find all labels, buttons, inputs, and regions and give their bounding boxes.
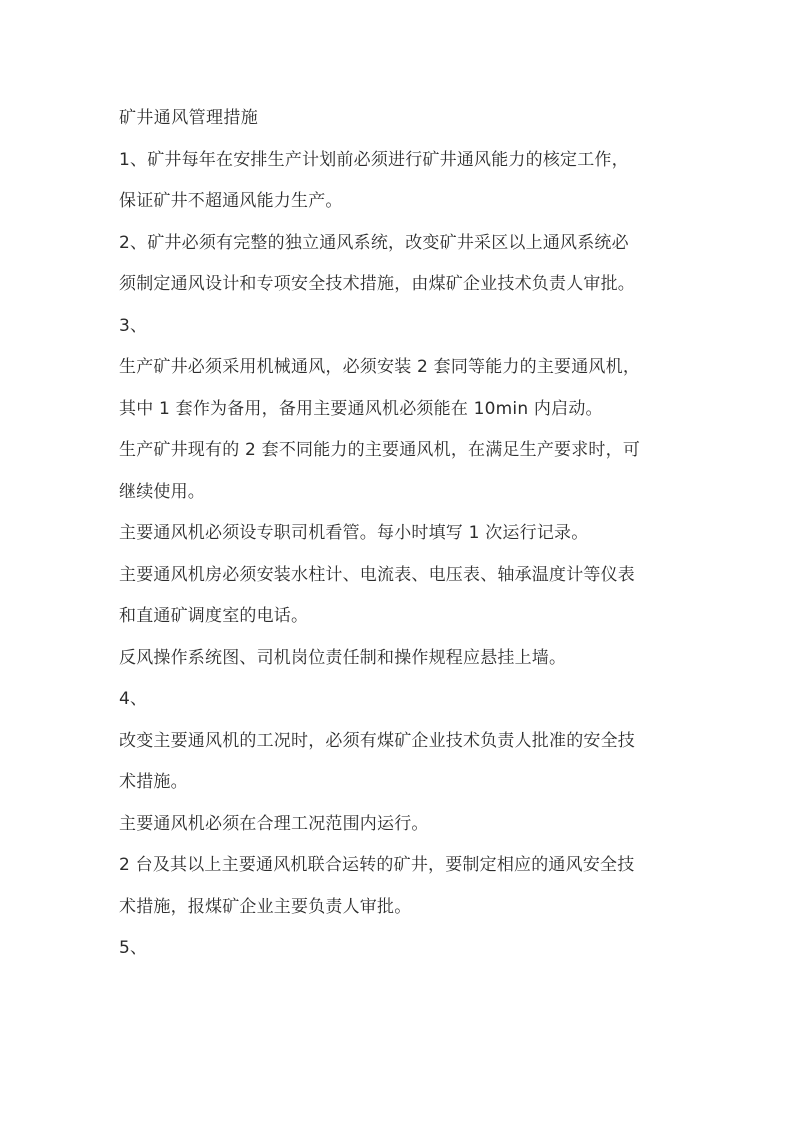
- document-body: [119, 101, 681, 973]
- paragraph-line: 其中 1 套作为备用，备用主要通风机必须能在 10min 内启动。: [119, 398, 603, 419]
- paragraph-line: 2、矿井必须有完整的独立通风系统，改变矿井采区以上通风系统必: [119, 232, 629, 253]
- paragraph-line: 反风操作系统图、司机岗位责任制和操作规程应悬挂上墙。: [119, 647, 567, 668]
- paragraph-line: 和直通矿调度室的电话。: [119, 606, 309, 626]
- document-title: 矿井通风管理措施: [119, 108, 259, 128]
- paragraph-line: 术措施。: [119, 772, 188, 792]
- paragraph-line: 须制定通风设计和专项安全技术措施，由煤矿企业技术负责人审批。: [119, 274, 635, 294]
- paragraph-line: 改变主要通风机的工况时，必须有煤矿企业技术负责人批准的安全技: [119, 730, 635, 751]
- paragraph-line: 术措施，报煤矿企业主要负责人审批。: [119, 896, 412, 917]
- paragraph-line: 继续使用。: [119, 481, 205, 502]
- paragraph-line: 2 台及其以上主要通风机联合运转的矿井，要制定相应的通风安全技: [119, 855, 635, 875]
- paragraph-line: 生产矿井必须采用机械通风，必须安装 2 套同等能力的主要通风机，: [119, 357, 641, 377]
- paragraph-line: 生产矿井现有的 2 套不同能力的主要通风机，在满足生产要求时，可: [119, 440, 641, 460]
- section-number: 4、: [119, 689, 148, 709]
- paragraph-line: 主要通风机必须设专职司机看管。每小时填写 1 次运行记录。: [119, 523, 589, 543]
- paragraph-line: 保证矿井不超通风能力生产。: [119, 191, 343, 211]
- paragraph-line: 主要通风机必须在合理工况范围内运行。: [119, 813, 429, 834]
- section-number: 3、: [119, 315, 148, 336]
- section-number: 5、: [119, 938, 148, 958]
- paragraph-line: 主要通风机房必须安装水柱计、电流表、电压表、轴承温度计等仪表: [119, 564, 635, 585]
- paragraph-line: 1、矿井每年在安排生产计划前必须进行矿井通风能力的核定工作，: [119, 149, 629, 170]
